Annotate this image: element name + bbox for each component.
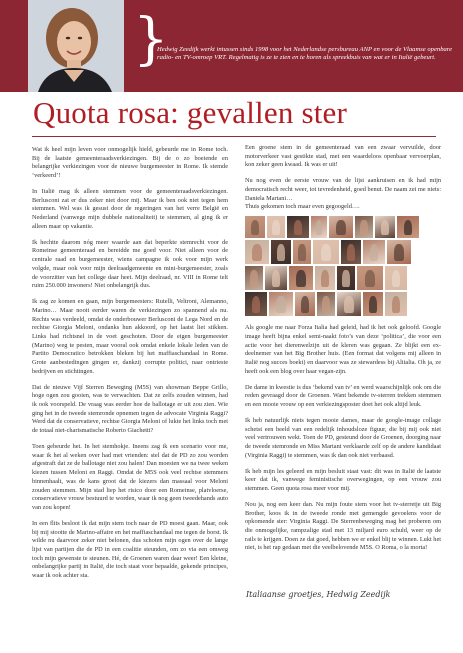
collage-figure	[276, 296, 286, 313]
author-bio: Hedwig Zeedijk werkt intussen sinds 1998 voor het Nederlandse persbureau ANP en voor de Vlaamse openbare radio- en TV-omroep VRT. Regelmatig is ze te zien en te horen als spreekbuis van wat er in Italië gebeurt.	[157, 46, 453, 62]
signature: Italiaanse groetjes, Hedwig Zeedijk	[246, 590, 391, 599]
collage-photo	[293, 240, 311, 264]
collage-photo	[311, 216, 327, 238]
collage-figure	[336, 220, 346, 235]
paragraph: Nu nog even de eerste vrouw van de lijst aankruisen en ik had mijn democratisch recht weer, tot tevredenheid, goed benut. De naam zei me niets: Daniela Martani…	[245, 177, 441, 202]
header-band	[0, 0, 463, 92]
paragraph: Thuis gekomen toch maar even gegoogeld….	[245, 203, 360, 211]
collage-figure	[252, 296, 261, 313]
collage-figure	[251, 220, 259, 235]
collage-photo	[269, 292, 293, 316]
collage-photo	[337, 266, 355, 290]
collage-photo	[387, 240, 411, 264]
collage-photo	[313, 240, 339, 264]
collage-figure	[392, 296, 401, 313]
collage-photo	[397, 216, 419, 238]
collage-figure	[252, 244, 262, 261]
collage-photo	[295, 292, 315, 316]
collage-photo	[363, 292, 383, 316]
collage-photo	[245, 292, 267, 316]
headline-rule	[32, 136, 436, 137]
collage-figure	[250, 270, 257, 287]
collage-figure	[294, 220, 303, 235]
collage-figure	[347, 244, 355, 261]
paragraph: Nou ja, nog een keer dan. Nu mijn foute stem voor het tv-sterretje uit Big Brother, koos ik in de tweede ronde met gemengde gevoelens voor de opkomende ster: Virginia Raggi. De Sterrenbeweging mag het proberen om die onmogelijke, rampzalige stad met 13 miljard euro schuld, weer op de rails te krijgen. Doen ze dat goed, hebben we er enkel blij te winnen. Lukt het niet, is het rap gedaan met die veelbelovende M5S. O Roma, o la morta!	[245, 500, 441, 552]
collage-figure	[404, 220, 413, 235]
collage-photo	[245, 216, 265, 238]
collage-photo	[375, 216, 395, 238]
collage-figure	[321, 270, 329, 287]
paragraph: Ik hechtte daarom nóg meer waarde aan dat beperkte stemrecht voor de Romeinse gemeenteraad en bereidde me goed voor. Niet alleen voor de centrale raad en burgemeester, wiens campagne ik ook voor mijn werk volgde, maar ook voor mijn deelraadgemeente en mini-burgemeester, zoals de voorzitter van het college daar heet. Mijn deelraad, nr. VIII in Rome telt ruim 250.000 inwoners! Niet onbelangrijk dus.	[32, 238, 228, 290]
paragraph: Ik heb natuurlijk niets tegen mooie dames, maar de google-image collage schetst een beeld van een redelijk inhoudsloze figuur, die bij mij ook niet veel vertrouwen wekt. Toen de PD, gesteund door de Groenen, doorging naar de tweede stemronde en Miss Martani verklaarde zelf op de andere kandidaat (Virginia Raggi) te stemmen, was ik dan ook niet verbaasd.	[245, 416, 441, 459]
collage-photo	[267, 216, 285, 238]
author-photo	[28, 0, 124, 92]
collage-photo	[245, 266, 263, 290]
collage-photo	[245, 240, 269, 264]
collage-figure	[316, 220, 322, 235]
collage-photo	[341, 240, 361, 264]
collage-figure	[344, 296, 354, 313]
paragraph: Een groene stem in de gemeenteraad van een zwaar vervuilde, door motorverkeer vast gestikte stad, met een waardeloos openbaar vervoerplan, kon zeker geen kwaad. Ik was er uit!	[245, 144, 441, 169]
collage-figure	[394, 244, 404, 261]
collage-photo	[337, 292, 361, 316]
collage-figure	[296, 270, 306, 287]
collage-figure	[272, 220, 279, 235]
collage-photo	[357, 266, 383, 290]
collage-figure	[342, 270, 349, 287]
paragraph: Wat ik heel mijn leven voor onmogelijk hield, gebeurde me in Rome toch. Bij de laatste gemeenteraadsverkiezingen. Bij de o zo boeiende en belangrijke verkiezingen voor de nieuwe burgemeester in Rome. Ik stemde ‘verkeerd’!	[32, 146, 228, 180]
collage-photo	[315, 266, 335, 290]
paragraph: Ik zag ze komen en gaan, mijn burgemeesters: Rutelli, Veltroni, Alemanno, Marino… Maar nooit eerder waren de verkiezingen zo spannend als nu. Rechts was verdeeld, omdat de onderbouwer Berlusconi de Lega Nord en de rechtse Giorgia Meloni, ondanks hun akkoord, op het laatst liet stikken. Links had richtsnel in de voet geschoten. Door de eigen burgemeester (Marino) weg te pesten, maar vooral ook omdat enkele lokale leden van de Partito Democratico betrokken bleken bij het maffiaschandaal in Rome. Grote aanbestedingen gingen er, dankzij corrupte politici, naar ontrieste bedrijven en stichtingen.	[32, 298, 228, 375]
collage-photo	[271, 240, 291, 264]
paragraph: De dame in kwestie is dus ‘bekend van tv’ en werd waarschijnlijk ook om die reden gevraagd door de Groenen. Want bekende tv-sterren trekken stemmen en een mooie vrouw op een verkiezingsposter doet het ook altijd leuk.	[245, 383, 441, 408]
collage-photo	[363, 240, 385, 264]
paragraph: Toen gebeurde het. In het stemhokje. Ineens zag ik een scenario voor me, waar ik het al weken over had met vrienden: stel dat de PD zo zou worden afgestraft dat ze de ballotage niet zou halen! Dan moesten we na twee weken kiezen tussen Meloni en Raggi. Omdat de M5S ook veel rechtse stemmers binnenhaalt, was de kans groot dat de kiezers dan massaal voor Meloni zouden stemmen. Mijn stad liep het risico door een Romeinse, platvloerse, conservatieve vrouw bestuurd te worden, waar ik nog geen tweedehands auto van zou kopen!	[32, 443, 228, 511]
collage-figure	[370, 244, 379, 261]
collage-photo	[385, 292, 407, 316]
paragraph: In Italië mag ik alleen stemmen voor de gemeenteraadsverkiezingen. Berlusconi zat er dus zeker niet door mij. Maar ik ben ook niet tegen hem stemmen. Wel was ik gesust door de regeringen van het verre België en Nederland (vanwege mijn dubbele nationaliteit) te stemmen, al ging ik er alleen maar op vakantie.	[32, 188, 228, 230]
collage-figure	[321, 244, 331, 261]
collage-figure	[298, 244, 305, 261]
paragraph: In een flits besloot ik dat mijn stem toch naar de PD moest gaan. Maar, ook bij mij stootte de Marino-affaire en het maffiaschandaal me tegen de borst. Ik wilde nu daarvoor zeker niet belonen, dus schoten mijn ogen over de lange lijst van partijen die de PD in een coalitie steunden, om zo via een omweg toch mijn gewenste te steunen. Hé, de Groenen waren daar weer! Een kleine, onbelangrijke partij in Italië, die toch staat voor bepaalde, gekende principes, waar ik ook achter sta.	[32, 519, 228, 580]
collage-figure	[392, 270, 401, 287]
left-column	[32, 146, 228, 588]
paragraph: Als google me naar Forza Italia had geleid, had ik het ook geloofd. Google image heeft bijna enkel semi-naakt foto’s van deze ‘politica’, die voor een actie voor het dierenwelzijn uit de kleren was gegaan. Ze blijkt een ex-deelnemer van het Big Brother huis. (Een format dat volgens mij alleen in Italië nog succes boekt) en daarvoor was ze stewardess bij Alitalia. Oh ja, ze heeft ook een blog over haar vegan-zijn.	[245, 324, 441, 375]
right-column	[245, 144, 441, 560]
collage-photo	[287, 216, 309, 238]
collage-photo	[329, 216, 353, 238]
collage-photo	[289, 266, 313, 290]
paragraph: Dat de nieuwe Vijf Sterren Beweging (M5S) van showman Beppe Grillo, hoge ogen zou gooien, was te verwachten. Dat ze zelfs zouden winnen, had ik ook voorspeld. De vraag was eerder hoe de ballotage er uit zou zien. Wie ging het in de tweede stemronde opnemen tegen de advocate Virginia Raggi? Werd dat de conservatieve, rechtse Giorgia Meloni of lukte het links toch met de totaal niet-charismatische Roberto Giachetti?	[32, 383, 228, 435]
collage-figure	[360, 220, 367, 235]
collage-figure	[369, 296, 377, 313]
article-headline: Quota rosa: gevallen ster	[33, 95, 348, 130]
collage-figure	[365, 270, 375, 287]
collage-photo	[317, 292, 335, 316]
paragraph: Ik heb mijn les geleerd en mijn besluit staat vast: dit was in Italië de laatste keer dat ik, vanwege feministische overwegingen, op een vrouw zou stemmen. Geen quota rosa meer voor mij.	[245, 467, 441, 492]
collage-photo	[265, 266, 287, 290]
collage-figure	[322, 296, 329, 313]
collage-figure	[301, 296, 309, 313]
collage-photo	[385, 266, 407, 290]
google-image-collage	[245, 216, 441, 318]
decorative-brace: }	[133, 7, 169, 72]
collage-photo	[355, 216, 373, 238]
collage-figure	[277, 244, 285, 261]
collage-figure	[381, 220, 389, 235]
collage-figure	[272, 270, 281, 287]
